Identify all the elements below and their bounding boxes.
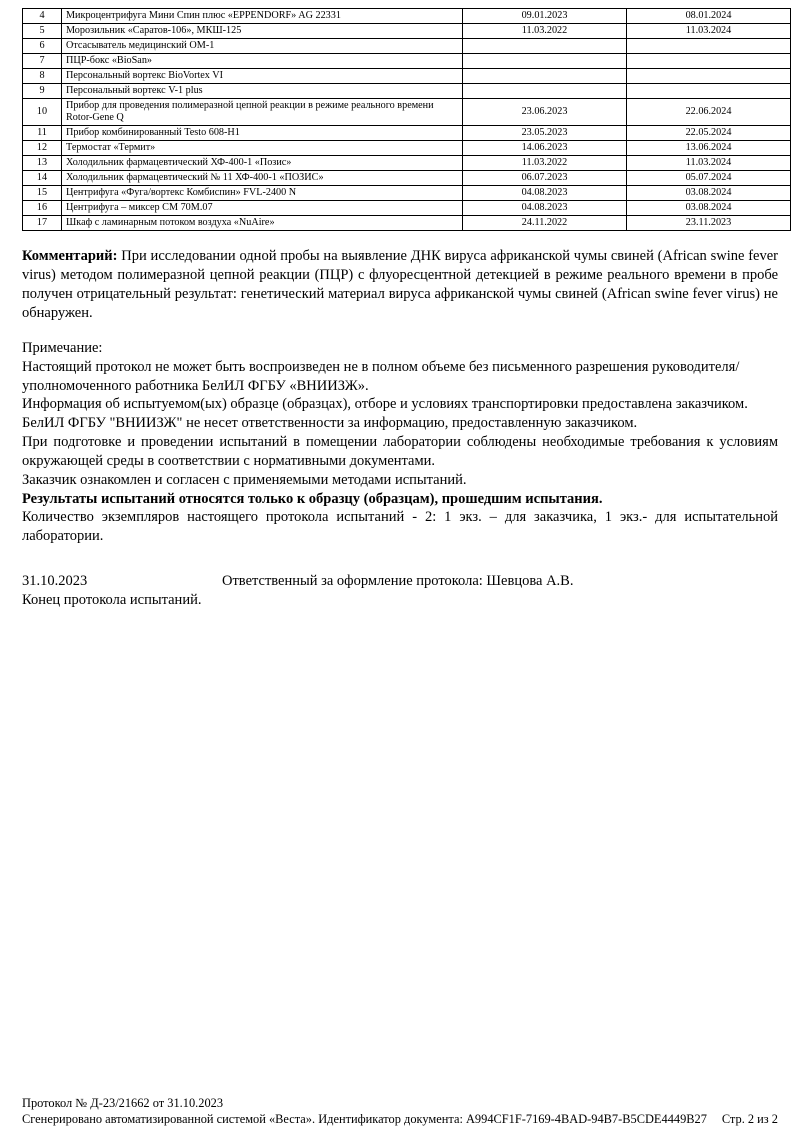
note-heading: Примечание:	[22, 339, 103, 356]
row-number: 11	[23, 126, 62, 141]
signature-responsible: Ответственный за оформление протокола: Шевцова А.В.	[222, 573, 574, 590]
row-number: 17	[23, 216, 62, 231]
row-date-expiry: 03.08.2024	[627, 201, 791, 216]
comment-label: Комментарий:	[22, 248, 118, 265]
row-number: 12	[23, 141, 62, 156]
row-date-verification: 06.07.2023	[463, 171, 627, 186]
row-number: 5	[23, 24, 62, 39]
table-row	[23, 171, 791, 186]
row-date-verification: 04.08.2023	[463, 186, 627, 201]
footer-generated-by: Сгенерировано автоматизированной системой «Веста». Идентификатор документа: A994CF1F-7169-4BAD-94B7-B5CDE4449B27	[22, 1112, 707, 1127]
row-date-verification: 23.06.2023	[463, 99, 627, 126]
table-row	[23, 141, 791, 156]
row-date-expiry: 22.06.2024	[627, 99, 791, 126]
note-line-5: Заказчик ознакомлен и согласен с применяемыми методами испытаний.	[22, 471, 467, 488]
row-number: 6	[23, 39, 62, 54]
row-number: 14	[23, 171, 62, 186]
row-date-expiry	[627, 39, 791, 54]
row-number: 15	[23, 186, 62, 201]
row-date-expiry: 22.05.2024	[627, 126, 791, 141]
page-footer	[22, 1095, 778, 1128]
table-row	[23, 69, 791, 84]
row-date-verification: 04.08.2023	[463, 201, 627, 216]
row-name: Прибор комбинированный Testo 608-H1	[62, 126, 463, 141]
note-line-1: Настоящий протокол не может быть воспроизведен не в полном объеме без письменного разрешения руководителя/уполномоченного работника БелИЛ ФГБУ «ВНИИЗЖ».	[22, 358, 740, 394]
signature-row	[22, 572, 778, 591]
row-date-expiry: 11.03.2024	[627, 156, 791, 171]
row-number: 10	[23, 99, 62, 126]
row-date-expiry: 08.01.2024	[627, 9, 791, 24]
table-row	[23, 54, 791, 69]
row-number: 13	[23, 156, 62, 171]
row-date-verification	[463, 39, 627, 54]
row-date-expiry: 11.03.2024	[627, 24, 791, 39]
row-date-expiry	[627, 69, 791, 84]
note-results-statement: Результаты испытаний относятся только к образцу (образцам), прошедшим испытания.	[22, 490, 603, 507]
row-date-verification: 11.03.2022	[463, 24, 627, 39]
comment-block	[22, 247, 778, 322]
row-date-expiry	[627, 54, 791, 69]
row-number: 4	[23, 9, 62, 24]
signature-date: 31.10.2023	[22, 573, 88, 590]
table-row	[23, 99, 791, 126]
note-line-4: При подготовке и проведении испытаний в помещении лаборатории соблюдены необходимые требования к условиям окружающей среды в соответствии с нормативными документами.	[22, 434, 778, 469]
row-name: Прибор для проведения полимеразной цепной реакции в режиме реального времени Rotor-Gene Q	[62, 99, 463, 126]
table-row	[23, 156, 791, 171]
footer-bottom-row	[22, 1111, 778, 1128]
table-row	[23, 126, 791, 141]
row-date-expiry: 05.07.2024	[627, 171, 791, 186]
footer-page-number: Стр. 2 из 2	[721, 1112, 778, 1127]
row-date-verification: 09.01.2023	[463, 9, 627, 24]
table-row	[23, 186, 791, 201]
footer-protocol: Протокол № Д-23/21662 от 31.10.2023	[22, 1095, 224, 1110]
table-row	[23, 39, 791, 54]
equipment-table-body	[23, 9, 791, 231]
end-of-protocol: Конец протокола испытаний.	[22, 591, 202, 608]
row-number: 8	[23, 69, 62, 84]
row-name: Холодильник фармацевтический № 11 ХФ-400-1 «ПОЗИС»	[62, 171, 463, 186]
row-date-expiry: 13.06.2024	[627, 141, 791, 156]
row-date-verification	[463, 54, 627, 69]
row-date-verification: 24.11.2022	[463, 216, 627, 231]
table-row	[23, 84, 791, 99]
table-row	[23, 24, 791, 39]
row-name: Центрифуга «Фуга/вортекс Комбиспин» FVL-2400 N	[62, 186, 463, 201]
row-name: Холодильник фармацевтический ХФ-400-1 «Позис»	[62, 156, 463, 171]
row-name: Персональный вортекс BioVortex VI	[62, 69, 463, 84]
row-date-verification: 14.06.2023	[463, 141, 627, 156]
table-row	[23, 216, 791, 231]
row-name: Центрифуга – миксер СМ 70М.07	[62, 201, 463, 216]
equipment-table	[22, 8, 791, 231]
row-date-expiry: 23.11.2023	[627, 216, 791, 231]
table-row	[23, 9, 791, 24]
document-page	[0, 8, 800, 1140]
row-name: ПЦР-бокс «BioSan»	[62, 54, 463, 69]
row-name: Микроцентрифуга Мини Спин плюс «EPPENDORF» AG 22331	[62, 9, 463, 24]
row-name: Морозильник «Саратов-106», МКШ-125	[62, 24, 463, 39]
row-date-verification: 11.03.2022	[463, 156, 627, 171]
note-line-3: БелИЛ ФГБУ "ВНИИЗЖ" не несет ответственности за информацию, предоставленную заказчиком.	[22, 415, 638, 432]
row-name: Персональный вортекс V-1 plus	[62, 84, 463, 99]
row-number: 16	[23, 201, 62, 216]
row-date-verification: 23.05.2023	[463, 126, 627, 141]
row-number: 7	[23, 54, 62, 69]
table-row	[23, 201, 791, 216]
row-date-verification	[463, 84, 627, 99]
row-name: Шкаф с ламинарным потоком воздуха «NuAire»	[62, 216, 463, 231]
row-name: Отсасыватель медицинский ОМ-1	[62, 39, 463, 54]
row-number: 9	[23, 84, 62, 99]
note-line-2: Информация об испытуемом(ых) образце (образцах), отборе и условиях транспортировки предоставлена заказчиком.	[22, 396, 748, 413]
row-date-expiry: 03.08.2024	[627, 186, 791, 201]
comment-text: При исследовании одной пробы на выявление ДНК вируса африканской чумы свиней (African swine fever virus) методом полимеразной цепной реакции (ПЦР) с флуоресцентной детекцией в режиме реального времени в пробе получен отрицательный результат: генетический материал вируса африканской чумы свиней (African swine fever virus) не обнаружен.	[22, 248, 778, 321]
row-date-expiry	[627, 84, 791, 99]
row-name: Термостат «Термит»	[62, 141, 463, 156]
note-copies-line: Количество экземпляров настоящего протокола испытаний - 2: 1 экз. – для заказчика, 1 экз.- для испытательной лаборатории.	[22, 509, 778, 545]
row-date-verification	[463, 69, 627, 84]
